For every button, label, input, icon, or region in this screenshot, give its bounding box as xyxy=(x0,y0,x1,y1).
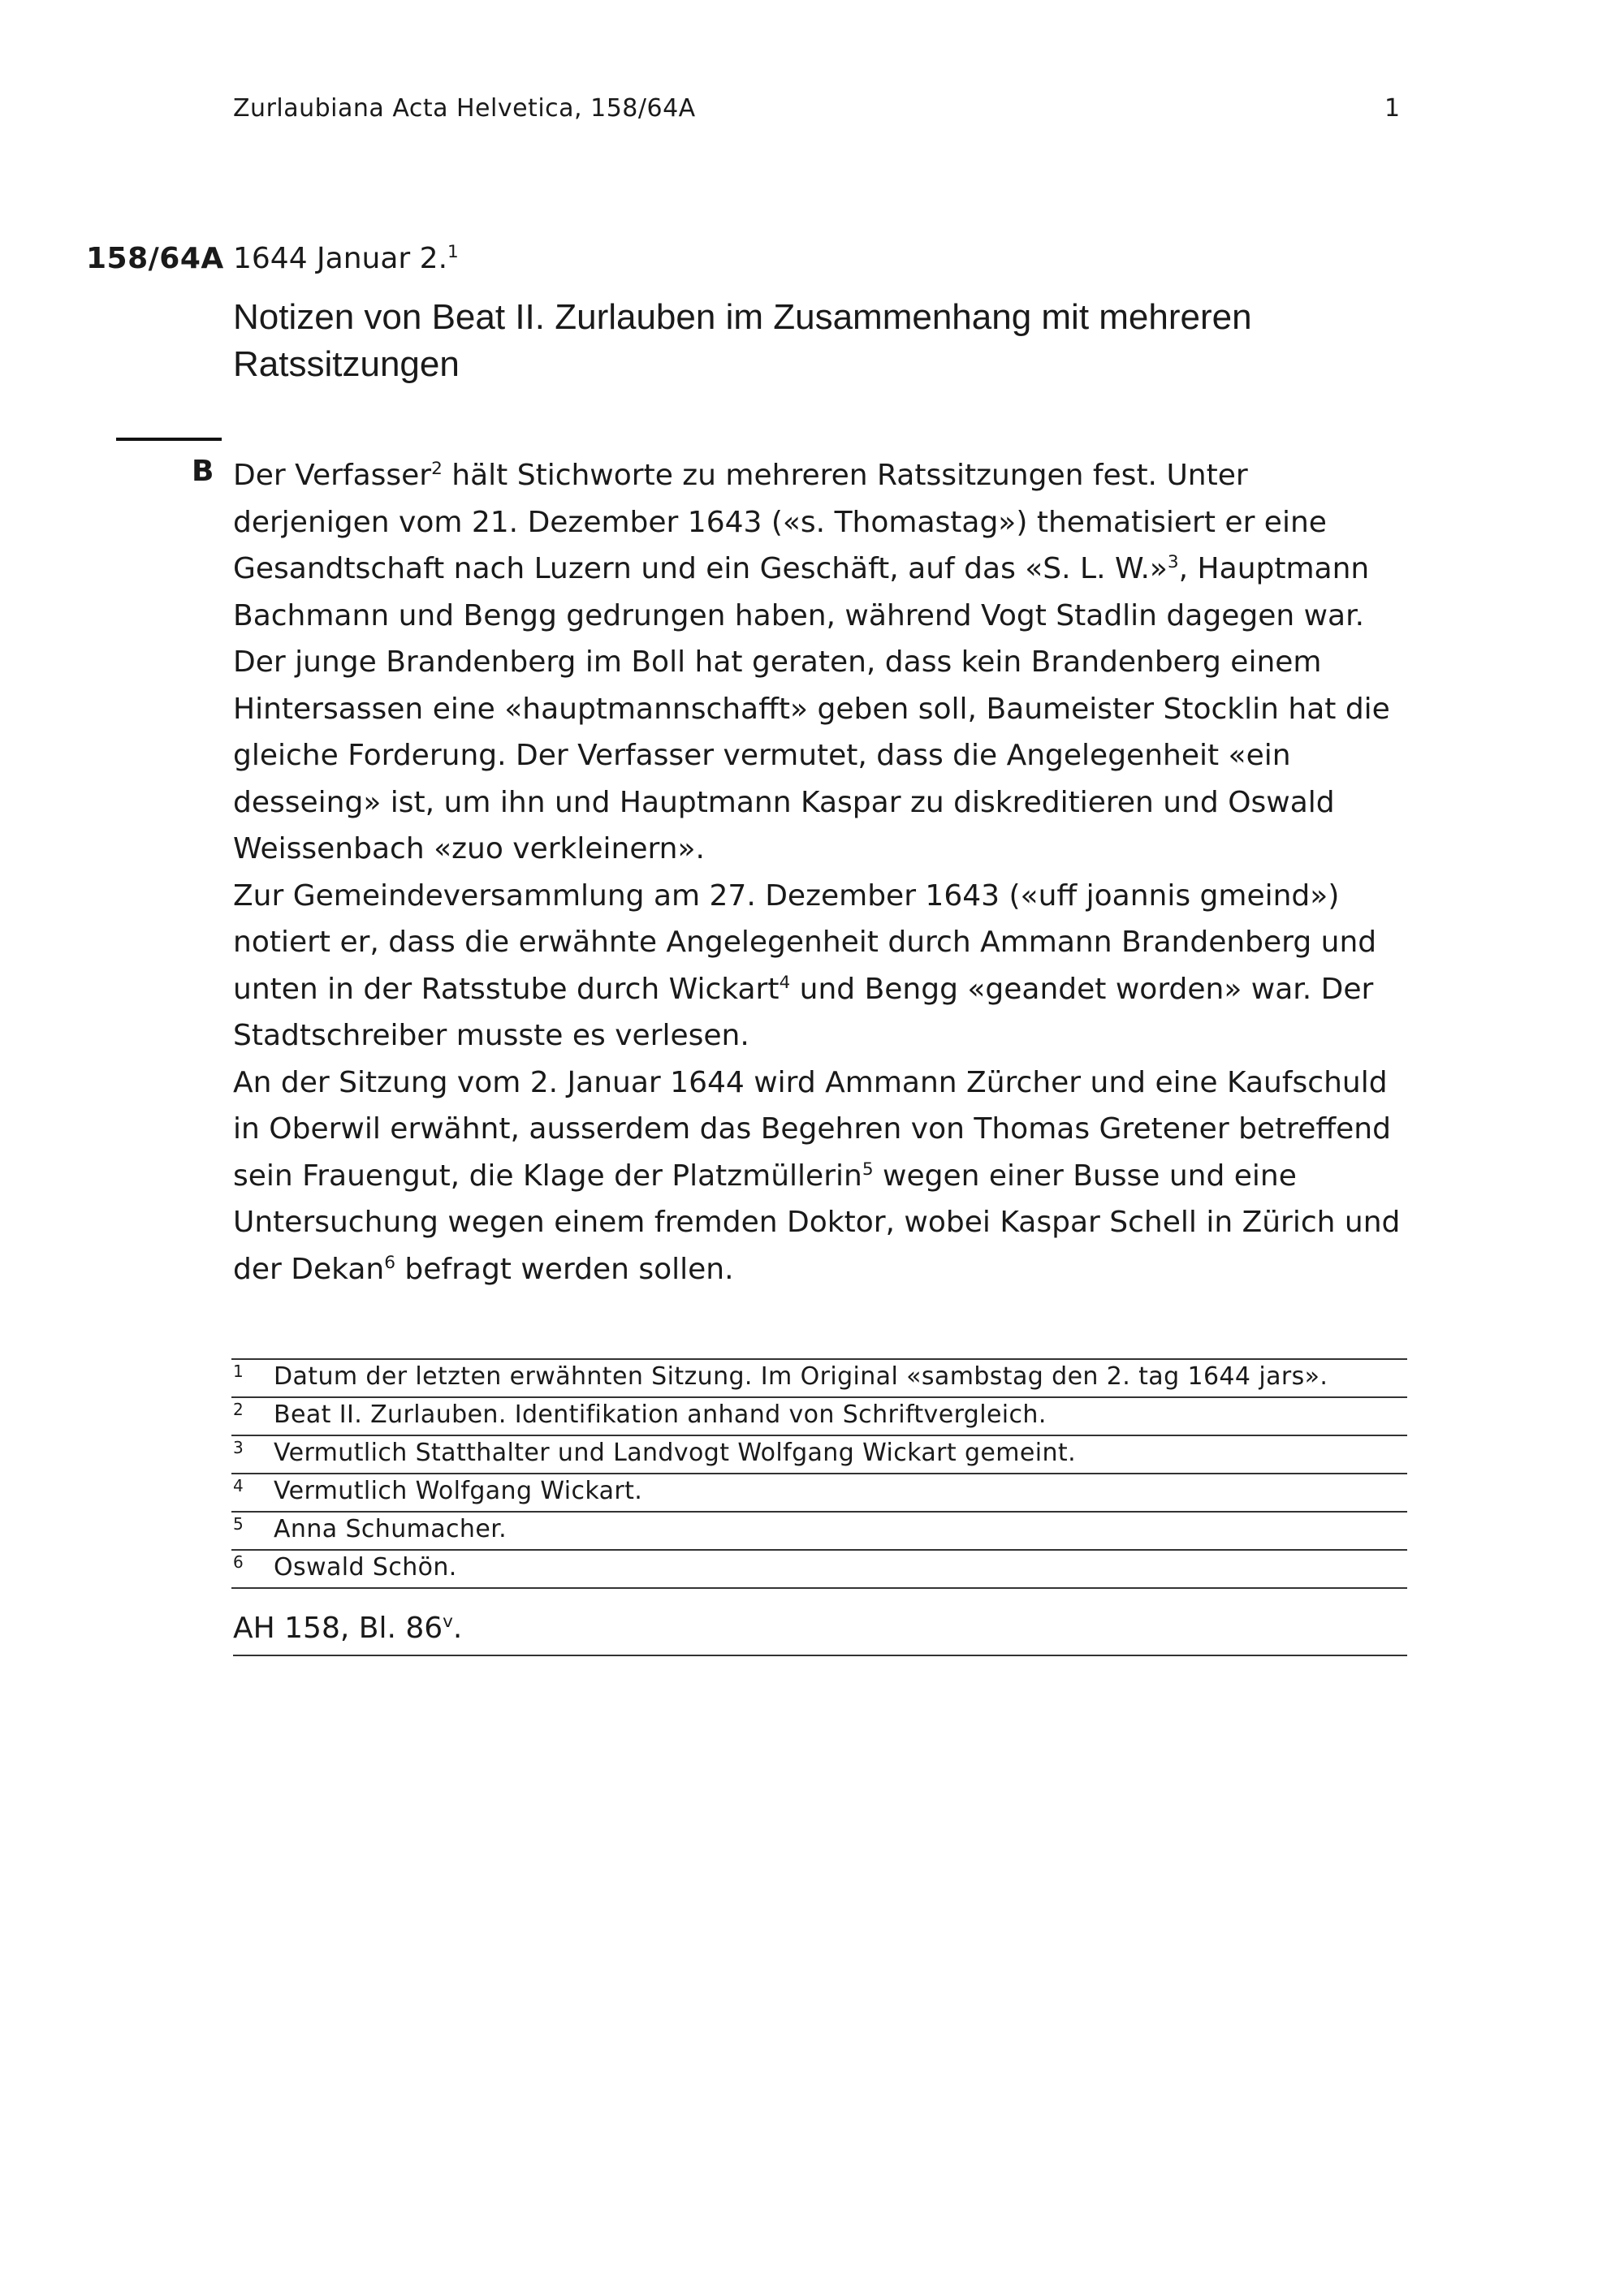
footnote-text: Datum der letzten erwähnten Sitzung. Im Original «sambstag den 2. tag 1644 jars». xyxy=(274,1362,1328,1391)
text-span: Der Verfasser xyxy=(233,459,432,492)
footnotes-list xyxy=(231,1358,1407,1589)
page-number: 1 xyxy=(1384,94,1401,123)
footnote xyxy=(231,1398,1407,1436)
signature-verso: v xyxy=(443,1612,453,1632)
footnote-text: Vermutlich Statthalter und Landvogt Wolfgang Wickart gemeint. xyxy=(274,1439,1077,1467)
footnote-text: Anna Schumacher. xyxy=(274,1515,508,1543)
footnote-ref-3[interactable]: 3 xyxy=(1167,552,1179,572)
section-rule xyxy=(116,438,222,441)
document-title: Notizen von Beat II. Zurlauben im Zusammenhang mit mehreren Ratssitzungen xyxy=(233,297,1252,384)
signature-text: AH 158, Bl. 86 xyxy=(233,1612,443,1645)
summary-paragraph xyxy=(233,1060,1410,1293)
text-span: An der Sitzung vom 2. Januar 1644 wird Ammann Zürcher und eine Kaufschuld in Oberwil erwähnt, ausserdem das Begehren von Thomas Gretener betreffend sein Frauengut, die Klage der Platzmüllerin xyxy=(233,1065,1391,1193)
text-span: , Hauptmann Bachmann und Bengg gedrungen haben, während Vogt Stadlin dagegen war. Der junge Brandenberg im Boll hat geraten, dass kein Brandenberg einem Hintersassen eine «hauptmannschafft» geben soll, Baumeister Stocklin hat die gleiche Forderung. Der Verfasser vermutet, dass die Angelegenheit «ein desseing» ist, um ihn und Hauptmann Kaspar zu diskreditieren und Oswald Weissenbach «zuo verkleinern». xyxy=(233,552,1390,865)
document-date xyxy=(233,242,459,275)
text-span: wegen einer Busse und eine Untersuchung wegen einem fremden Doktor, wobei Kaspar Schell in Zürich und der Dekan xyxy=(233,1159,1401,1286)
footnote-ref-1[interactable]: 1 xyxy=(447,242,459,262)
summary-body xyxy=(233,452,1410,1293)
text-span: Zur Gemeindeversammlung am 27. Dezember 1643 («uff joannis gmeind») notiert er, dass die erwähnte Angelegenheit durch Ammann Brandenberg und unten in der Ratsstube durch Wickart xyxy=(233,878,1377,1006)
footnote-text: Beat II. Zurlauben. Identifikation anhand von Schriftvergleich. xyxy=(274,1400,1047,1429)
summary-paragraph xyxy=(233,873,1410,1060)
footnote-number: 2 xyxy=(233,1400,244,1419)
signature-end: . xyxy=(452,1612,463,1645)
footnote-ref-5[interactable]: 5 xyxy=(862,1159,874,1180)
document-id: 158/64A xyxy=(86,242,224,275)
footnote-ref-6[interactable]: 6 xyxy=(384,1252,395,1273)
footnote-ref-4[interactable]: 4 xyxy=(779,972,791,993)
footnote-number: 5 xyxy=(233,1514,244,1534)
footnote-number: 1 xyxy=(233,1362,244,1381)
footnote xyxy=(231,1551,1407,1589)
footnote-text: Vermutlich Wolfgang Wickart. xyxy=(274,1477,643,1505)
source-letter: B xyxy=(192,455,214,488)
footnote-number: 4 xyxy=(233,1476,244,1495)
footnote xyxy=(231,1513,1407,1551)
footnote-number: 3 xyxy=(233,1438,244,1457)
text-span: hält Stichworte zu mehreren Ratssitzungen fest. Unter derjenigen vom 21. Dezember 1643 («s. Thomastag») thematisiert er eine Gesandtschaft nach Luzern und ein Geschäft, auf das «S. L. W.» xyxy=(233,459,1327,585)
footnote xyxy=(231,1436,1407,1474)
footnote xyxy=(231,1474,1407,1513)
footnote xyxy=(231,1360,1407,1398)
footnote-number: 6 xyxy=(233,1552,244,1572)
text-span: und Bengg «geandet worden» war. Der Stadtschreiber musste es verlesen. xyxy=(233,972,1374,1052)
footnote-text: Oswald Schön. xyxy=(274,1553,457,1582)
running-title: Zurlaubiana Acta Helvetica, 158/64A xyxy=(233,94,696,123)
archive-signature xyxy=(233,1609,1407,1656)
footnote-ref-2[interactable]: 2 xyxy=(431,459,443,479)
summary-paragraph xyxy=(233,452,1410,873)
text-span: befragt werden sollen. xyxy=(395,1252,734,1286)
document-date-text: 1644 Januar 2. xyxy=(233,242,448,275)
